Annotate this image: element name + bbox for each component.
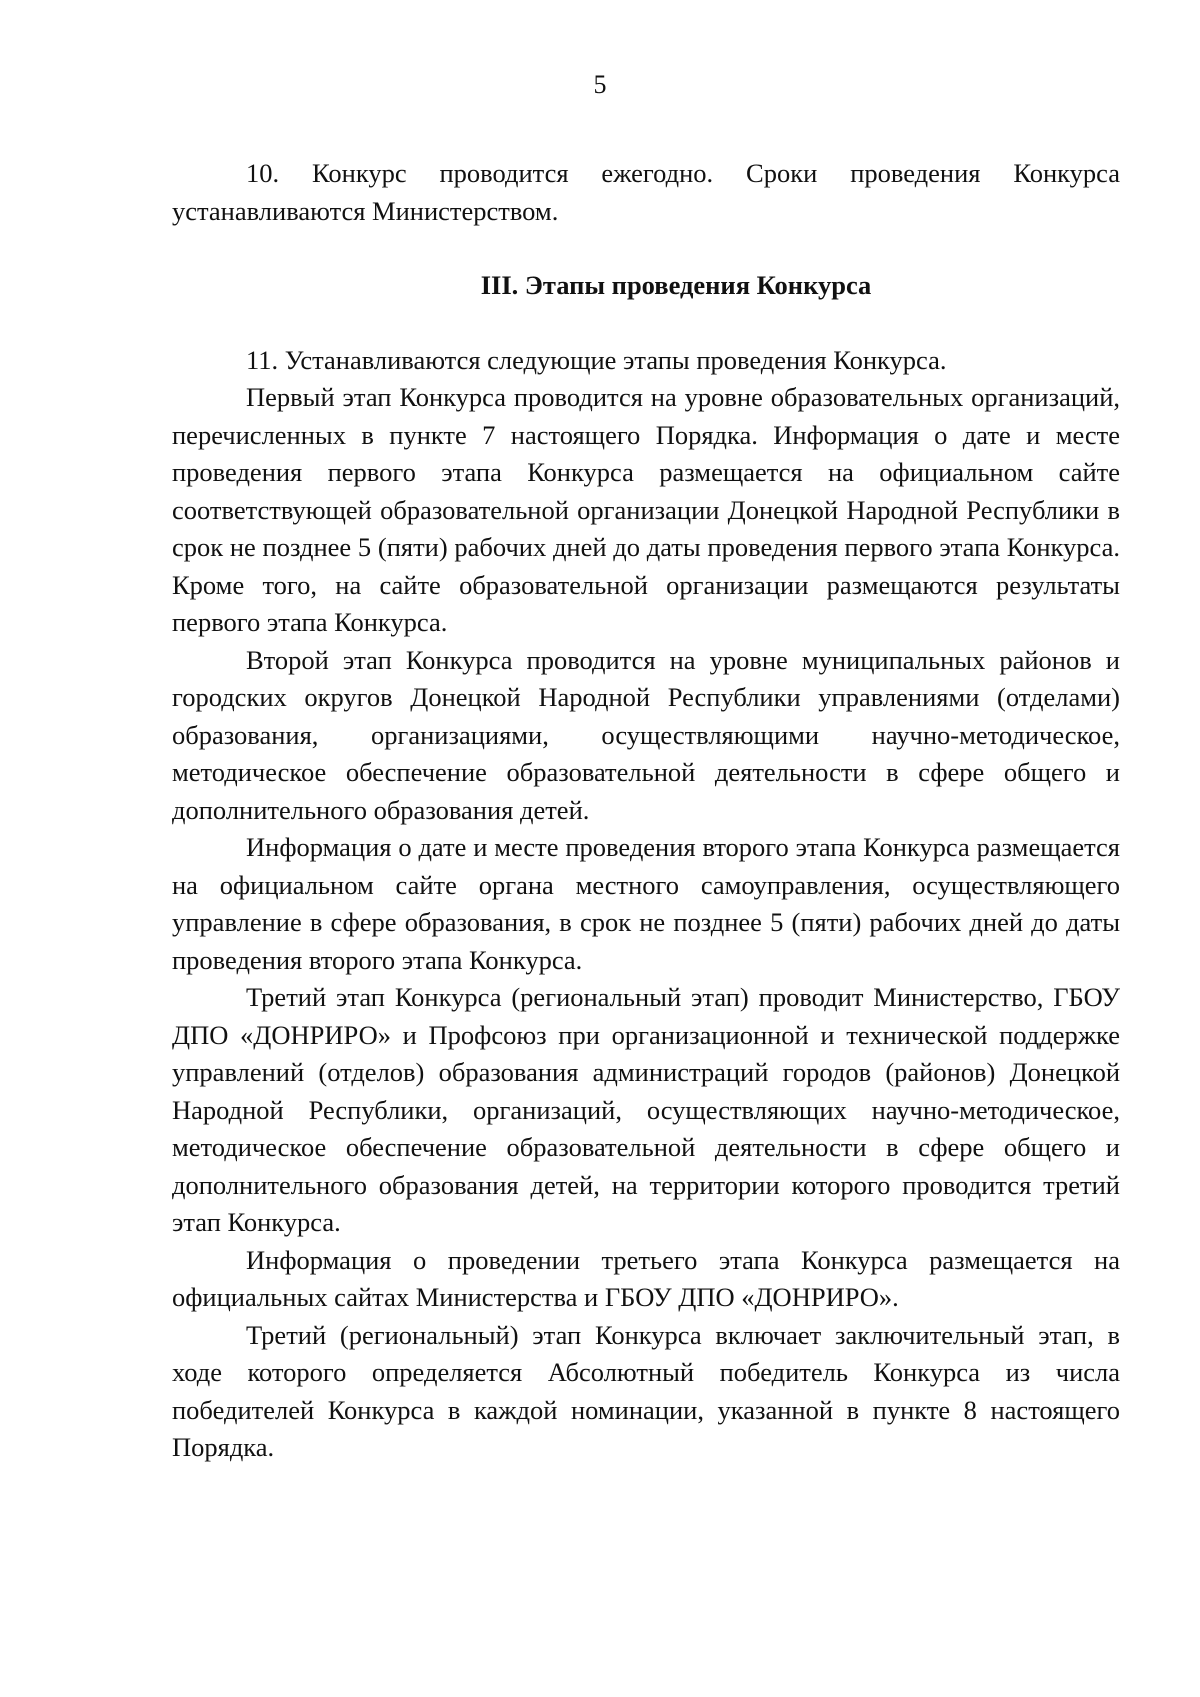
paragraph-final-stage: Третий (региональный) этап Конкурса включает заключительный этап, в ходе которого определяется Абсолютный победитель Конкурса из числа победителей Конкурса в каждой номинации, указанной в пункте 8 настоящего Порядка.	[172, 1319, 1120, 1462]
paragraph-second-stage: Второй этап Конкурса проводится на уровне муниципальных районов и городских округов Донецкой Народной Республики управлениями (отделами) образования, организациями, осуществляющими научно-методическое, методическое обеспечение образовательной деятельности в сфере общего и дополнительного образования детей.	[172, 644, 1120, 825]
document-body	[172, 155, 1120, 1467]
page-number: 5	[593, 70, 607, 99]
paragraph-first-stage: Первый этап Конкурса проводится на уровне образовательных организаций, перечисленных в пункте 7 настоящего Порядка. Информация о дате и месте проведения первого этапа Конкурса размещается на официальном сайте соответствующей образовательной организации Донецкой Народной Республики в срок не позднее 5 (пяти) рабочих дней до даты проведения первого этапа Конкурса. Кроме того, на сайте образовательной организации размещаются результаты первого этапа Конкурса.	[172, 382, 1120, 637]
paragraph-third-stage: Третий этап Конкурса (региональный этап) проводит Министерство, ГБОУ ДПО «ДОНРИРО» и Профсоюз при организационной и технической поддержке управлений (отделов) образования администраций городов (районов) Донецкой Народной Республики, организаций, осуществляющих научно-методическое, методическое обеспечение образовательной деятельности в сфере общего и дополнительного образования детей, на территории которого проводится третий этап Конкурса.	[172, 982, 1120, 1237]
paragraph-third-stage-info: Информация о проведении третьего этапа Конкурса размещается на официальных сайтах Министерства и ГБОУ ДПО «ДОНРИРО».	[172, 1244, 1120, 1312]
paragraph-11: 11. Устанавливаются следующие этапы проведения Конкурса.	[246, 344, 947, 375]
paragraph-second-stage-info: Информация о дате и месте проведения второго этапа Конкурса размещается на официальном сайте органа местного самоуправления, осуществляющего управление в сфере образования, в срок не позднее 5 (пяти) рабочих дней до даты проведения второго этапа Конкурса.	[172, 832, 1120, 975]
section-heading: III. Этапы проведения Конкурса	[480, 270, 872, 300]
paragraph-10: 10. Конкурс проводится ежегодно. Сроки проведения Конкурса устанавливаются Министерством.	[172, 158, 1120, 226]
